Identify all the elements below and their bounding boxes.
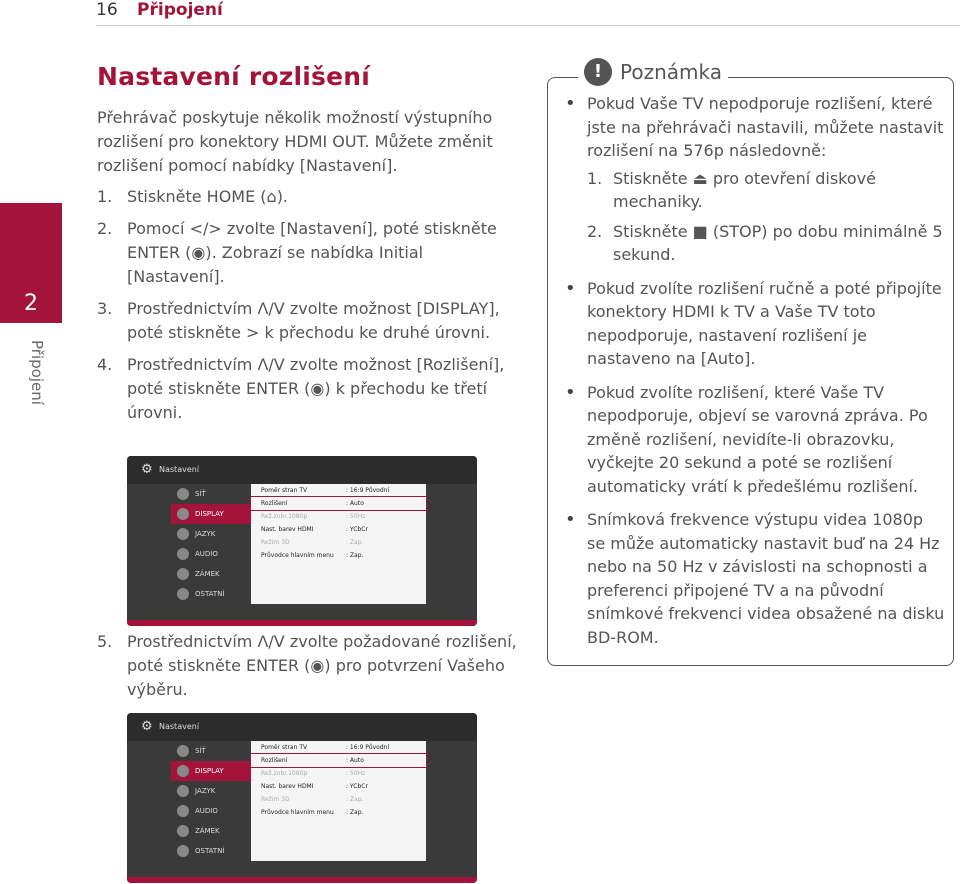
note-label: Poznámka bbox=[620, 60, 722, 84]
menu-left-list bbox=[171, 741, 251, 861]
step-5: 5. Prostřednictvím Λ/V zvolte požadované rozlišení, poté stiskněte ENTER (◉) pro potvrzení Vašeho výběru. bbox=[97, 632, 517, 699]
settings-menu-screenshot-1 bbox=[127, 456, 477, 626]
page-number: 16 bbox=[96, 0, 118, 20]
menu-row: Rež.zobr.1080p : 50Hz bbox=[261, 513, 366, 520]
menu-row: Nast. barev HDMI : YCbCr bbox=[261, 526, 368, 533]
display-icon bbox=[177, 765, 189, 777]
menu-item-language: JAZYK bbox=[171, 524, 251, 544]
menu-row: Poměr stran TV : 16:9 Původní bbox=[261, 744, 390, 751]
other-icon bbox=[177, 845, 189, 857]
audio-icon bbox=[177, 805, 189, 817]
menu-right-panel bbox=[251, 741, 426, 861]
menu-item-lock: ZÁMEK bbox=[171, 564, 251, 584]
lock-icon bbox=[177, 825, 189, 837]
display-icon bbox=[177, 508, 189, 520]
menu-row: Rozlišení : Auto bbox=[251, 754, 426, 767]
menu-item-display: DISPLAY bbox=[171, 504, 251, 524]
menu-title-bar bbox=[127, 456, 477, 484]
menu-row: Režim 3D : Zap. bbox=[261, 796, 364, 803]
step-2: 2. Pomocí </> zvolte [Nastavení], poté stiskněte ENTER (◉). Zobrazí se nabídka Initial [Nastavení]. bbox=[97, 219, 497, 286]
menu-footer-bar bbox=[127, 877, 477, 883]
menu-right-panel bbox=[251, 484, 426, 604]
menu-title: Nastavení bbox=[159, 465, 200, 474]
note-bullet: • Snímková frekvence výstupu videa 1080p se může automaticky nastavit buď na 24 Hz nebo na 50 Hz v závislosti na schopnosti a preferenci připojené TV a na původní snímkové frekvenci videa obsažené na disku BD-ROM. bbox=[565, 508, 945, 649]
step-4: 4. Prostřednictvím Λ/V zvolte možnost [Rozlišení], poté stiskněte ENTER (◉) k přechodu ke třetí úrovni. bbox=[97, 355, 505, 422]
step-3: 3. Prostřednictvím Λ/V zvolte možnost [DISPLAY], poté stiskněte > k přechodu ke druhé úrovni. bbox=[97, 299, 500, 342]
menu-item-lock: ZÁMEK bbox=[171, 821, 251, 841]
menu-row: Nast. barev HDMI : YCbCr bbox=[261, 783, 368, 790]
menu-row: Rozlišení : Auto bbox=[251, 497, 426, 510]
note-substeps bbox=[587, 167, 945, 267]
menu-title: Nastavení bbox=[159, 722, 200, 731]
page-title: Nastavení rozlišení bbox=[97, 62, 371, 91]
language-icon bbox=[177, 785, 189, 797]
warning-icon: ! bbox=[584, 58, 612, 86]
note-bullet: • Pokud Vaše TV nepodporuje rozlišení, které jste na přehrávači nastavili, můžete nastavit rozlišení na 576p následovně: 1. Stiskněte ⏏ pro otevření diskové mechaniky. 2. Stiskněte ■ (STOP) po dobu minimálně 5 sekund. bbox=[565, 92, 945, 267]
menu-item-display: DISPLAY bbox=[171, 761, 251, 781]
menu-item-language: JAZYK bbox=[171, 781, 251, 801]
lock-icon bbox=[177, 568, 189, 580]
note-header bbox=[578, 58, 728, 86]
menu-item-audio: AUDIO bbox=[171, 544, 251, 564]
menu-item-network: SÍŤ bbox=[171, 484, 251, 504]
settings-menu-screenshot-2 bbox=[127, 713, 477, 883]
audio-icon bbox=[177, 548, 189, 560]
note-substep: 1. Stiskněte ⏏ pro otevření diskové mechaniky. bbox=[587, 168, 876, 211]
note-substep: 2. Stiskněte ■ (STOP) po dobu minimálně 5 sekund. bbox=[587, 221, 943, 264]
menu-item-other: OSTATNÍ bbox=[171, 841, 251, 861]
menu-item-audio: AUDIO bbox=[171, 801, 251, 821]
chapter-tab bbox=[0, 203, 62, 323]
menu-title-bar bbox=[127, 713, 477, 741]
menu-row: Průvodce hlavním menu : Zap. bbox=[261, 809, 364, 816]
network-icon bbox=[177, 488, 189, 500]
section-title: Připojení bbox=[137, 0, 223, 20]
chapter-number: 2 bbox=[24, 291, 38, 316]
language-icon bbox=[177, 528, 189, 540]
menu-row: Režim 3D : Zap. bbox=[261, 539, 364, 546]
menu-footer-bar bbox=[127, 620, 477, 626]
network-icon bbox=[177, 745, 189, 757]
menu-item-other: OSTATNÍ bbox=[171, 584, 251, 604]
note-bullet: • Pokud zvolíte rozlišení, které Vaše TV nepodporuje, objeví se varovná zpráva. Po změně rozlišení, nevidíte-li obrazovku, vyčkejte 20 sekund a poté se rozlišení automaticky vrátí k předešlému rozlišení. bbox=[565, 381, 945, 499]
menu-left-list bbox=[171, 484, 251, 604]
note-body bbox=[565, 92, 945, 659]
gear-icon: ⚙ bbox=[141, 462, 153, 477]
page-header bbox=[96, 0, 223, 20]
step-1: 1. Stiskněte HOME (⌂). bbox=[97, 187, 289, 206]
menu-row: Rež.zobr.1080p : 50Hz bbox=[261, 770, 366, 777]
chapter-side-label: Připojení bbox=[28, 340, 46, 405]
steps-list bbox=[97, 185, 517, 433]
menu-item-network: SÍŤ bbox=[171, 741, 251, 761]
gear-icon: ⚙ bbox=[141, 719, 153, 734]
intro-paragraph: Přehrávač poskytuje několik možností výstupního rozlišení pro konektory HDMI OUT. Můžete změnit rozlišení pomocí nabídky [Nastavení]. bbox=[97, 108, 493, 175]
note-bullet: • Pokud zvolíte rozlišení ručně a poté připojíte konektory HDMI k TV a Vaše TV toto nepodporuje, nastavení rozlišení je nastaveno na [Auto]. bbox=[565, 277, 945, 371]
other-icon bbox=[177, 588, 189, 600]
menu-row: Poměr stran TV : 16:9 Původní bbox=[261, 487, 390, 494]
menu-row: Průvodce hlavním menu : Zap. bbox=[261, 552, 364, 559]
header-divider bbox=[96, 25, 960, 26]
